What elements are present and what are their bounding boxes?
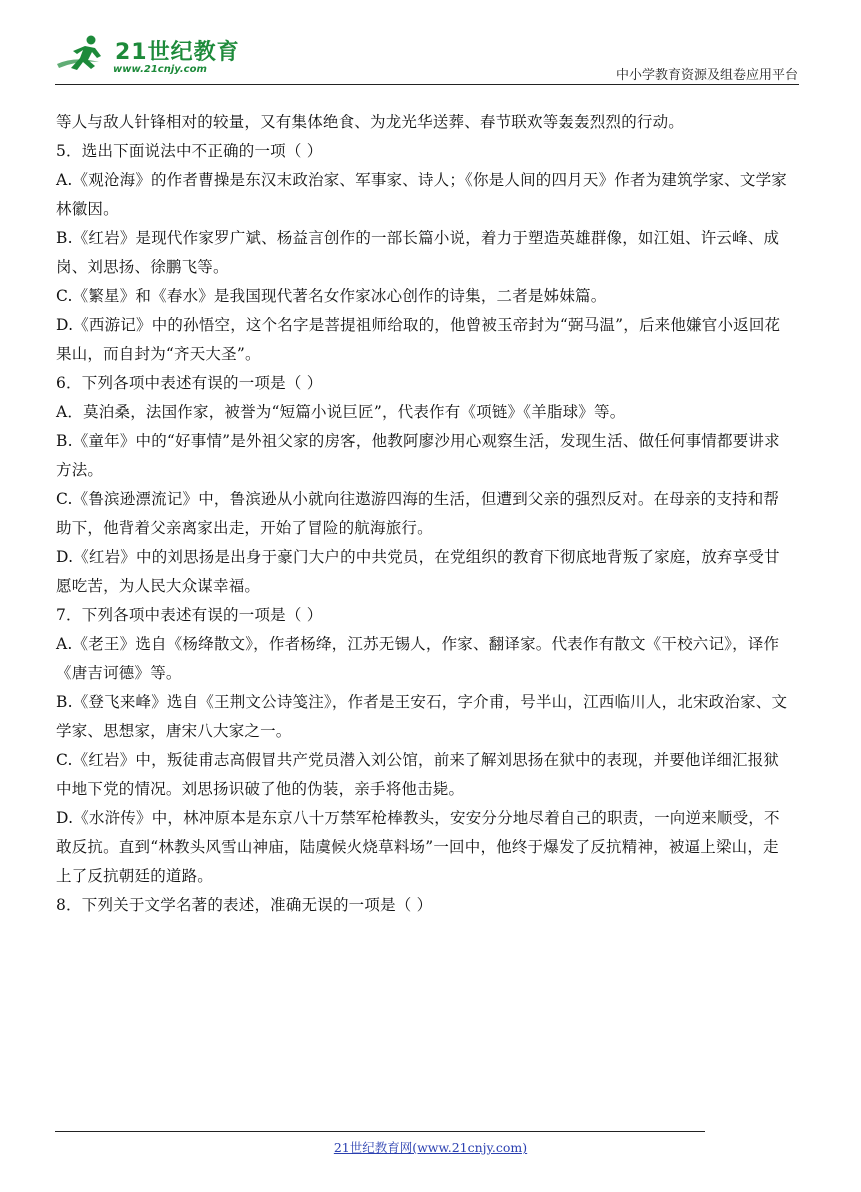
header-divider xyxy=(55,84,799,85)
document-body xyxy=(56,108,802,920)
page-header xyxy=(0,0,861,90)
text-line: 学家、思想家，唐宋八大家之一。 xyxy=(56,722,292,740)
footer-divider xyxy=(55,1131,705,1132)
question-7: 7．下列各项中表述有误的一项是（ ） xyxy=(56,606,323,624)
text-line: 《唐吉诃德》等。 xyxy=(56,664,182,682)
text-line: 敢反抗。直到“林教头风雪山神庙，陆虞候火烧草料场”一回中，他终于爆发了反抗精神，被逼上梁山，走 xyxy=(56,838,779,856)
text-line: D.《西游记》中的孙悟空，这个名字是菩提祖师给取的，他曾被玉帝封为“弼马温”，后来他嫌官小返回花 xyxy=(56,316,781,334)
text-line: B.《登飞来峰》选自《王荆文公诗笺注》，作者是王安石，字介甫，号半山，江西临川人，北宋政治家、文 xyxy=(56,693,788,711)
logo xyxy=(55,30,255,85)
runner-logo-icon xyxy=(55,34,113,74)
text-line: B.《红岩》是现代作家罗广斌、杨益言创作的一部长篇小说，着力于塑造英雄群像，如江姐、许云峰、成 xyxy=(56,229,780,247)
text-line: 岗、刘思扬、徐鹏飞等。 xyxy=(56,258,229,276)
text-line: B.《童年》中的“好事情”是外祖父家的房客，他教阿廖沙用心观察生活，发现生活、做任何事情都要讲求 xyxy=(56,432,780,450)
text-line: 方法。 xyxy=(56,461,104,479)
text-line: A.《观沧海》的作者曹操是东汉末政治家、军事家、诗人；《你是人间的四月天》作者为建筑学家、文学家 xyxy=(56,171,787,189)
text-line: D.《水浒传》中，林冲原本是东京八十万禁军枪棒教头，安安分分地尽着自己的职责，一向逆来顺受，不 xyxy=(56,809,780,827)
text-line: A.《老王》选自《杨绛散文》，作者杨绛，江苏无锡人，作家、翻译家。代表作有散文《干校六记》，译作 xyxy=(56,635,780,653)
text-line: C.《鲁滨逊漂流记》中，鲁滨逊从小就向往遨游四海的生活，但遭到父亲的强烈反对。在母亲的支持和帮 xyxy=(56,490,780,508)
text-line: A．莫泊桑，法国作家，被誉为“短篇小说巨匠”，代表作有《项链》《羊脂球》等。 xyxy=(56,403,626,421)
logo-url: www.21cnjy.com xyxy=(113,64,207,75)
text-line: D.《红岩》中的刘思扬是出身于豪门大户的中共党员，在党组织的教育下彻底地背叛了家庭，放弃享受甘 xyxy=(56,548,780,566)
text-line: 上了反抗朝廷的道路。 xyxy=(56,867,214,885)
question-8: 8．下列关于文学名著的表述，准确无误的一项是（ ） xyxy=(56,896,433,914)
footer-link[interactable]: 21世纪教育网(www.21cnjy.com) xyxy=(333,1140,528,1155)
text-line: 林徽因。 xyxy=(56,200,119,218)
text-line: 助下，他背着父亲离家出走，开始了冒险的航海旅行。 xyxy=(56,519,433,537)
text-line: 等人与敌人针锋相对的较量，又有集体绝食、为龙光华送葬、春节联欢等轰轰烈烈的行动。 xyxy=(56,113,685,131)
text-line: 愿吃苦，为人民大众谋幸福。 xyxy=(56,577,261,595)
text-line: C.《繁星》和《春水》是我国现代著名女作家冰心创作的诗集，二者是姊妹篇。 xyxy=(56,287,607,305)
question-6: 6．下列各项中表述有误的一项是（ ） xyxy=(56,374,323,392)
text-line: C.《红岩》中，叛徒甫志高假冒共产党员潜入刘公馆，前来了解刘思扬在狱中的表现，并要他详细汇报狱 xyxy=(56,751,780,769)
question-5: 5．选出下面说法中不正确的一项（ ） xyxy=(56,142,323,160)
text-line: 中地下党的情况。刘思扬识破了他的伪装，亲手将他击毙。 xyxy=(56,780,465,798)
platform-label: 中小学教育资源及组卷应用平台 xyxy=(615,68,798,83)
text-line: 果山，而自封为“齐天大圣”。 xyxy=(56,345,261,363)
logo-text: 21世纪教育 xyxy=(115,40,240,65)
